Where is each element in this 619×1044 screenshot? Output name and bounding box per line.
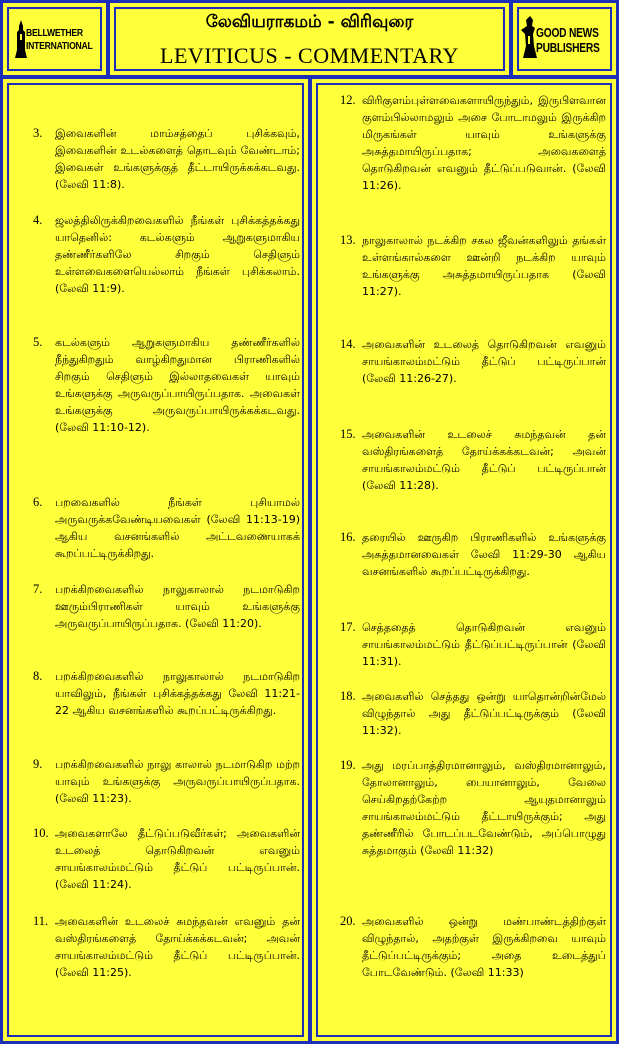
entry-number: 14. bbox=[340, 337, 356, 351]
entry-text: அவைகளாலே தீட்டுப்படுவீர்கள்; அவைகளின் உடலைத் தொடுகிறவன் எவனும் சாயங்காலம்மட்டும் தீட்டுப் பட்டிருப்பான். (லேவி 11:24). bbox=[55, 827, 300, 891]
entry-text: ஜலத்திலிருக்கிறவைகளில் நீங்கள் புசிக்கத்தக்கது யாதெனில்: கடல்களும் ஆறுகளுமாகிய தண்ணீர்களிலே சிறகும் செதிளும் உள்ளவைகளையெல்லாம் நீங்கள் புசிக்கலாம். (லேவி 11:9). bbox=[55, 214, 300, 295]
list-item bbox=[340, 757, 606, 859]
list-item bbox=[340, 92, 606, 194]
entry-number: 15. bbox=[340, 427, 356, 441]
list-item bbox=[33, 494, 300, 562]
list-item bbox=[33, 125, 300, 193]
list-item bbox=[340, 426, 606, 494]
entry-number: 6. bbox=[33, 495, 43, 509]
entry-text: பறக்கிறவைகளில் நாலுகாலால் நடமாடுகிற யாவிலும், நீங்கள் புசிக்கத்தக்கது லேவி 11:21-22 ஆகிய வசனங்களில் கூறப்பட்டிருக்கிறது. bbox=[55, 670, 300, 717]
entry-text: அவைகளில் செத்தது ஒன்று யாதொன்றின்மேல் விழுந்தால் அது தீட்டுப்பட்டிருக்கும் (லேவி 11:32). bbox=[362, 690, 606, 737]
entry-text: தரையில் ஊருகிற பிராணிகளில் உங்களுக்கு அசுத்தமானவைகள் லேவி 11:29-30 ஆகிய வசனங்களில் கூறப்பட்டிருக்கிறது. bbox=[362, 531, 606, 578]
list-item bbox=[340, 913, 606, 981]
entry-text: பறக்கிறவைகளில் நாலு காலால் நடமாடுகிற மற்ற யாவும் உங்களுக்கு அருவருப்பாயிருப்பதாக. (லேவி 11:23). bbox=[55, 758, 300, 805]
entry-text: அவைகளின் உடலைச் சுமந்தவன் தன் வஸ்திரங்களைத் தோய்க்கக்கடவன்; அவன் சாயங்காலம்மட்டும் தீட்டுப் பட்டிருப்பான் (லேவி 11:28). bbox=[362, 428, 606, 492]
bellwether-logo bbox=[3, 3, 106, 75]
header-title-panel bbox=[110, 3, 509, 75]
right-column bbox=[312, 79, 616, 1041]
list-item bbox=[340, 232, 606, 300]
bellwether-logo-text: BELLWETHER INTERNATIONAL bbox=[26, 27, 93, 52]
title-english: LEVITICUS - COMMENTARY bbox=[160, 43, 459, 68]
list-item bbox=[33, 581, 300, 632]
entry-text: செத்ததைத் தொடுகிறவன் எவனும் சாயங்காலம்மட்டும் தீட்டுப்பட்டிருப்பான் (லேவி 11:31). bbox=[362, 621, 606, 668]
list-item bbox=[33, 913, 300, 981]
entry-number: 3. bbox=[33, 126, 43, 140]
list-item bbox=[340, 336, 606, 387]
good-news-logo bbox=[513, 3, 616, 75]
entry-number: 17. bbox=[340, 620, 356, 634]
entry-number: 19. bbox=[340, 758, 356, 772]
entry-text: விரிகுளம்புள்ளவைகளாயிருந்தும், இருபிளவான குளம்பில்லாமலும் அசை போடாமலும் இருக்கிற மிருகங்கள் யாவும் உங்களுக்கு அசுத்தமாயிருப்பதாக; அவைகளைத் தொடுகிறவன் எவனும் தீட்டுப்படுவான். (லேவி 11:26). bbox=[362, 94, 606, 192]
list-item bbox=[33, 334, 300, 436]
entry-text: அது மரப்பாத்திரமானாலும், வஸ்திரமானாலும், தோலானாலும், பையானாலும், வேலை செய்கிறதற்கேற்ற ஆயுதமானாலும் சாயங்காலம்மட்டும் தீட்டாயிருக்கும்; அது தண்ணீரில் போடப்படவேண்டும், அப்பொழுது சுத்தமாகும் (லேவி 11:32) bbox=[362, 759, 606, 857]
list-item bbox=[340, 529, 606, 580]
entry-text: இவைகளின் மாம்சத்தைப் புசிக்கவும், இவைகளின் உடல்களைத் தொடவும் வேண்டாம்; இவைகள் உங்களுக்குத் தீட்டாயிருக்கக்கடவது. (லேவி 11:8). bbox=[55, 127, 300, 191]
entry-number: 5. bbox=[33, 335, 43, 349]
entry-text: பறவைகளில் நீங்கள் புசியாமல் அருவருக்கவேண்டியவைகள் (லேவி 11:13-19) ஆகிய வசனங்களில் அட்டவணையாகக் கூறப்பட்டிருக்கிறது. bbox=[55, 496, 300, 560]
entry-number: 7. bbox=[33, 582, 43, 596]
entry-number: 18. bbox=[340, 689, 356, 703]
entry-number: 10. bbox=[33, 826, 49, 840]
entry-text: அவைகளில் ஒன்று மண்பாண்டத்திற்குள் விழுந்தால், அதற்குள் இருக்கிறவை யாவும் தீட்டுப்பட்டிருக்கும்; அதை உடைத்துப் போடவேண்டும். (லேவி 11:33) bbox=[362, 915, 606, 979]
header-right-panel bbox=[513, 3, 616, 75]
entry-number: 8. bbox=[33, 669, 43, 683]
entry-number: 11. bbox=[33, 914, 49, 928]
list-item bbox=[33, 212, 300, 297]
entry-number: 9. bbox=[33, 757, 43, 771]
entry-text: கடல்களும் ஆறுகளுமாகிய தண்ணீர்களில் நீந்துகிறதும் வாழ்கிறதுமான பிராணிகளில் சிறகும் செதிளும் இல்லாதவைகள் யாவும் உங்களுக்கு அருவருப்பாயிருப்பதாக. அவைகள் உங்களுக்கு அருவருப்பாயிருக்கக்கடவது. (லேவி 11:10-12). bbox=[55, 336, 300, 434]
entry-number: 20. bbox=[340, 914, 356, 928]
entry-text: அவைகளின் உடலைத் தொடுகிறவன் எவனும் சாயங்காலம்மட்டும் தீட்டுப் பட்டிருப்பான் (லேவி 11:26-27). bbox=[362, 338, 606, 385]
list-item bbox=[340, 619, 606, 670]
left-column bbox=[3, 79, 308, 1041]
entry-text: பறக்கிறவைகளில் நாலுகாலால் நடமாடுகிற ஊரும்பிராணிகள் யாவும் உங்களுக்கு அருவருப்பாயிருப்பதாக. (லேவி 11:20). bbox=[55, 583, 300, 630]
list-item bbox=[33, 825, 300, 893]
list-item bbox=[340, 688, 606, 739]
entry-text: நாலுகாலால் நடக்கிற சகல ஜீவன்களிலும் தங்கள் உள்ளங்கால்களை ஊன்றி நடக்கிற யாவும் உங்களுக்கு அசுத்தமாயிருப்பதாக (லேவி 11:27). bbox=[362, 234, 606, 298]
entry-number: 12. bbox=[340, 93, 356, 107]
angel-trumpet-icon bbox=[521, 16, 537, 58]
entry-text: அவைகளின் உடலைச் சுமந்தவன் எவனும் தன் வஸ்திரங்களைத் தோய்க்கக்கடவன்; அவன் சாயங்காலம்மட்டும் தீட்டுப் பட்டிருப்பான். (லேவி 11:25). bbox=[55, 915, 300, 979]
good-news-logo-text: GOOD NEWS PUBLISHERS bbox=[536, 26, 600, 55]
title-tamil: லேவியராகமம் - விரிவுரை bbox=[205, 12, 414, 32]
entry-number: 16. bbox=[340, 530, 356, 544]
header-left-panel bbox=[3, 3, 106, 75]
list-item bbox=[33, 668, 300, 719]
entry-number: 4. bbox=[33, 213, 43, 227]
entry-number: 13. bbox=[340, 233, 356, 247]
list-item bbox=[33, 756, 300, 807]
